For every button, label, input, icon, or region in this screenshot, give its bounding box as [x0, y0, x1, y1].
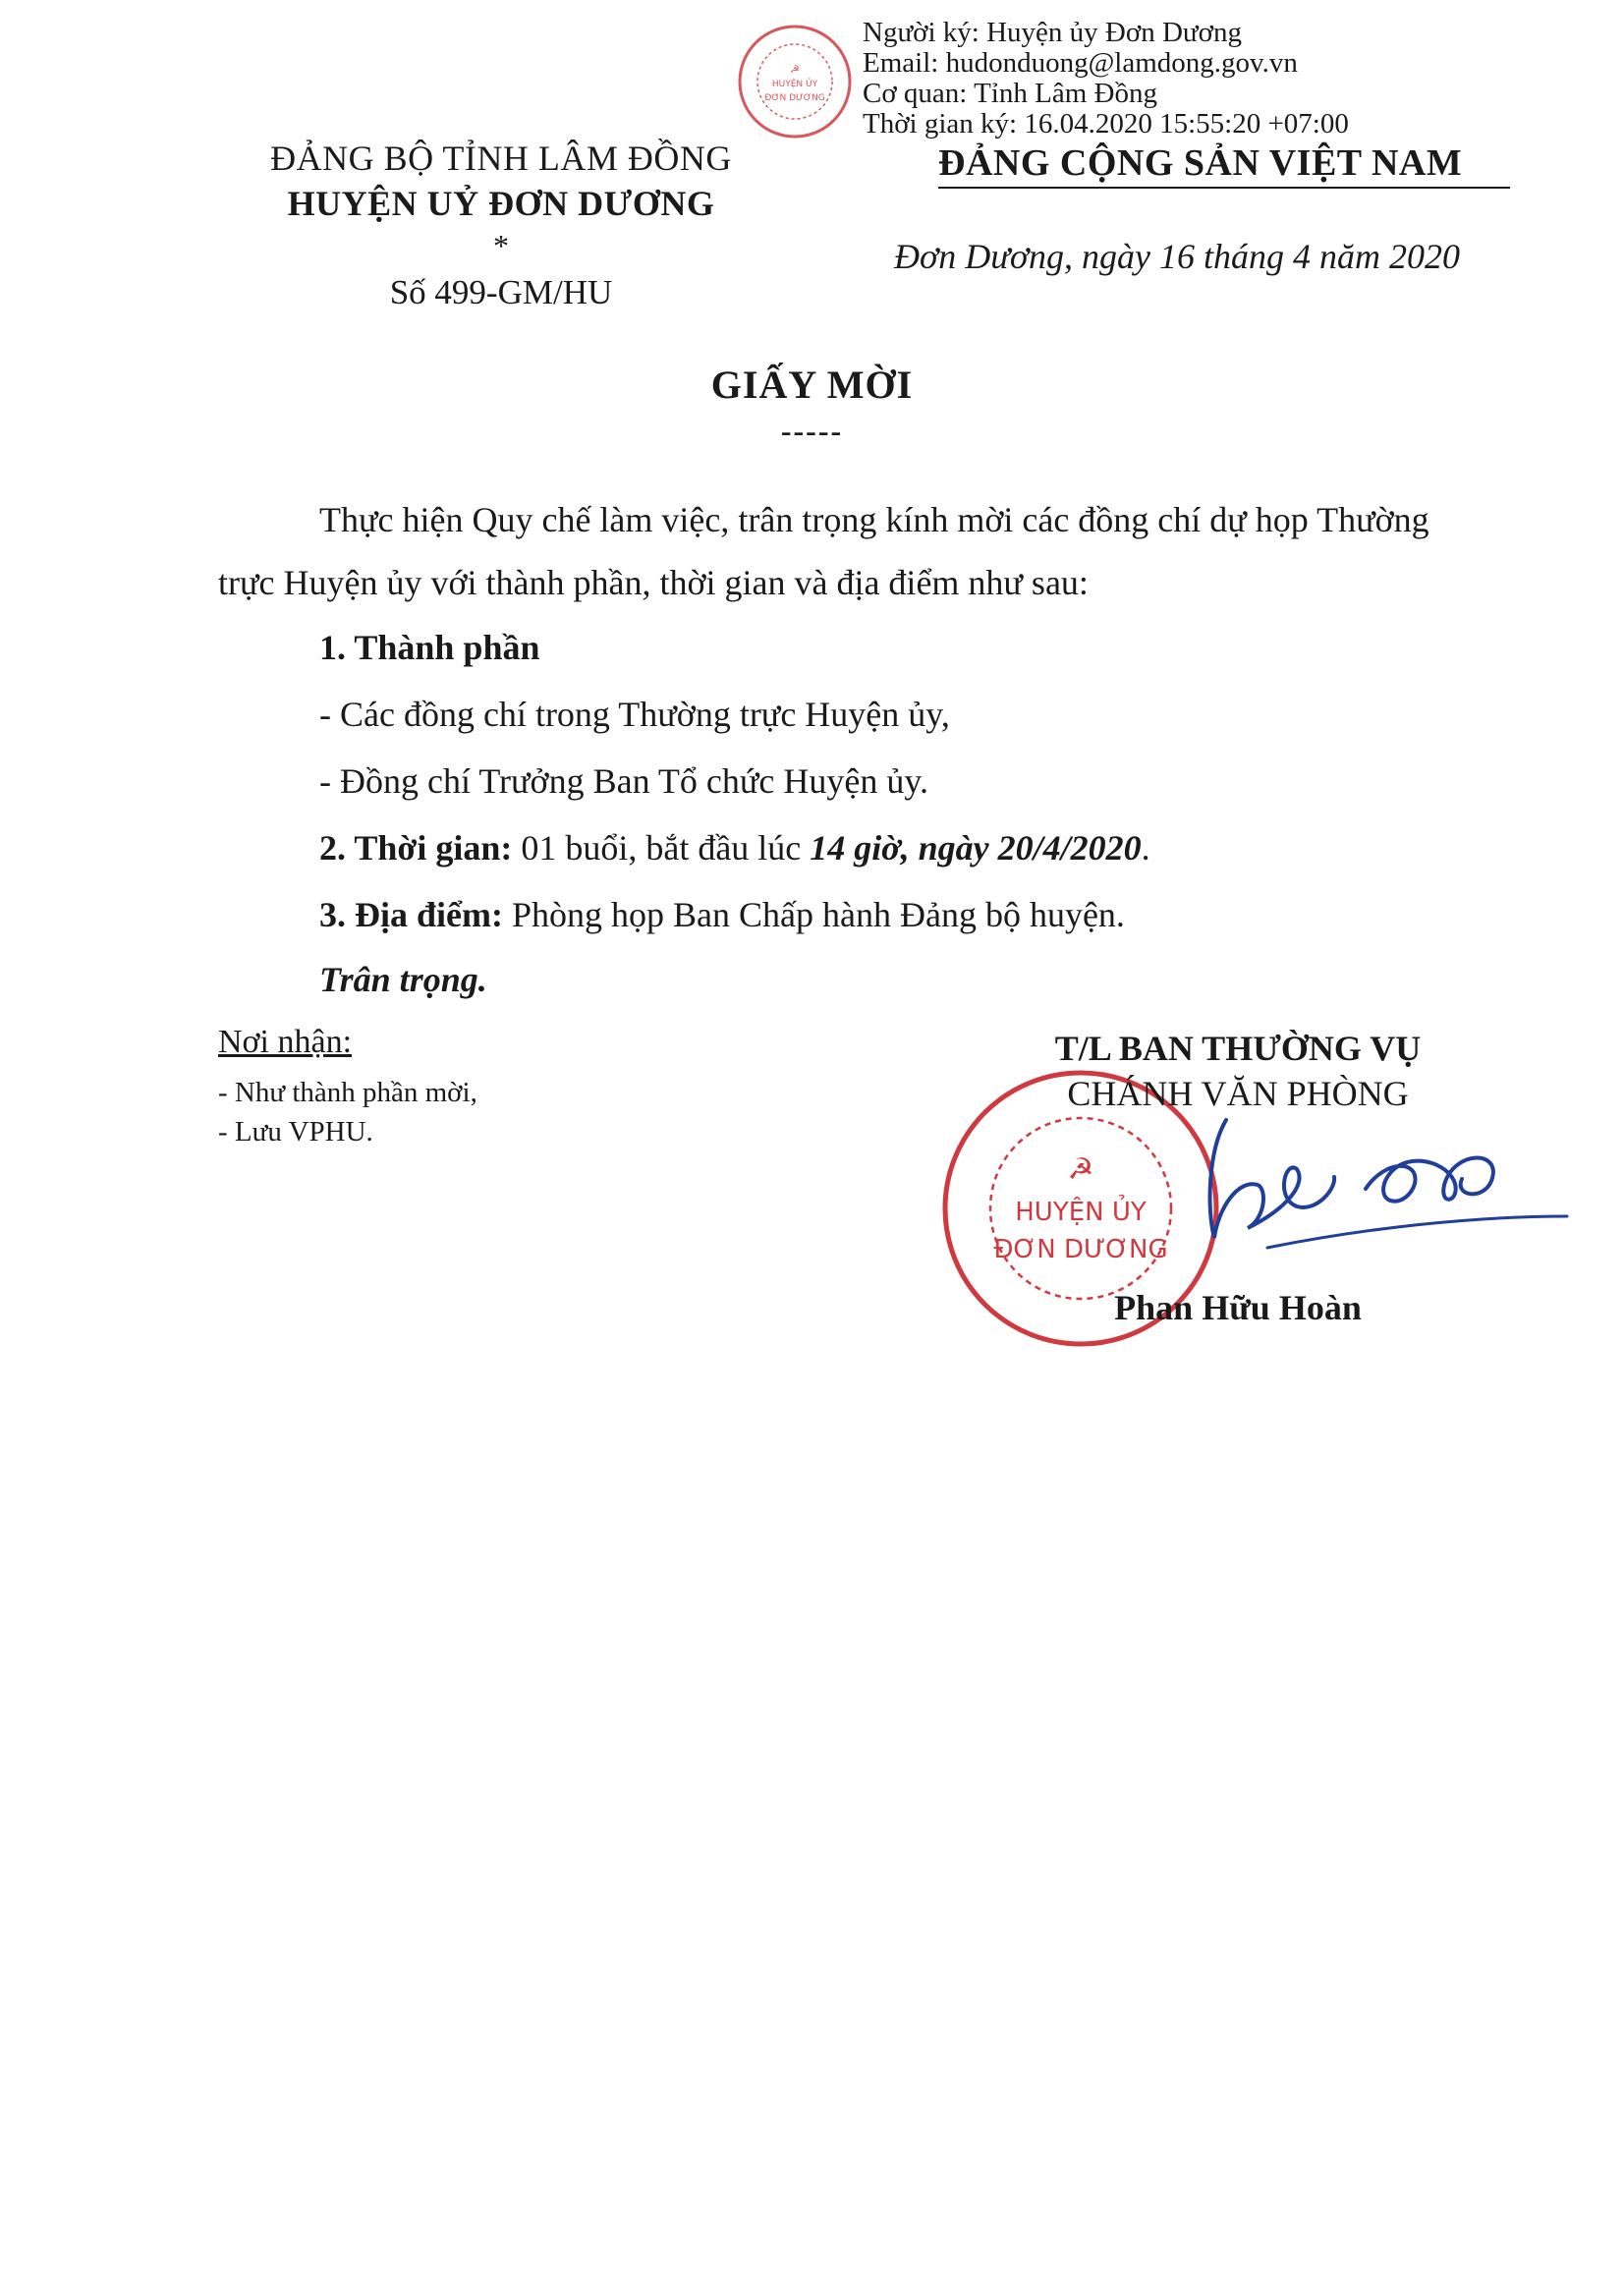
intro-line-2: trực Huyện ủy với thành phần, thời gian và địa điểm như sau: [218, 563, 1089, 602]
handwritten-signature-icon [1149, 1091, 1582, 1287]
recipient-item: - Lưu VPHU. [218, 1116, 373, 1148]
intro-line-1: Thực hiện Quy chế làm việc, trân trọng kính mời các đồng chí dự họp Thường [319, 500, 1429, 539]
signer-role-1: T/L BAN THƯỜNG VỤ [1054, 1029, 1422, 1068]
closing: Trân trọng. [319, 960, 487, 999]
svg-text:HUYỆN ỦY: HUYỆN ỦY [771, 80, 818, 89]
svg-text:ĐƠN DƯƠNG: ĐƠN DƯƠNG [764, 93, 825, 103]
svg-text:☭: ☭ [1067, 1152, 1094, 1187]
digital-stamp-icon [735, 22, 855, 141]
recipients-title: Nơi nhận: [218, 1024, 353, 1060]
organization-name: HUYỆN UỶ ĐƠN DƯƠNG [287, 184, 715, 223]
section-1-heading: 1. Thành phần [319, 628, 540, 667]
signature-email: Email: hudonduong@lamdong.gov.vn [863, 47, 1298, 79]
party-underline [938, 187, 1510, 189]
signer-name: Phan Hữu Hoàn [1114, 1288, 1362, 1327]
party-name: ĐẢNG CỘNG SẢN VIỆT NAM [938, 142, 1463, 184]
section-1-item-1: - Các đồng chí trong Thường trực Huyện ủy, [319, 695, 950, 734]
section-2-end: . [1141, 828, 1150, 868]
header-star: * [493, 228, 509, 263]
place-date: Đơn Dương, ngày 16 tháng 4 năm 2020 [894, 237, 1461, 276]
svg-text:HUYỆN ỦY: HUYỆN ỦY [1015, 1198, 1147, 1227]
title-rule: ----- [780, 413, 844, 448]
section-2-time [319, 827, 1150, 868]
section-1-item-2: - Đồng chí Trưởng Ban Tổ chức Huyện ủy. [319, 761, 929, 801]
svg-text:ĐƠN DƯƠNG: ĐƠN DƯƠNG [993, 1235, 1168, 1264]
signer-role-2: CHÁNH VĂN PHÒNG [1067, 1074, 1409, 1113]
section-2-label: 2. Thời gian: [319, 828, 513, 868]
svg-text:☭: ☭ [790, 63, 800, 76]
document-number: Số 499-GM/HU [389, 273, 613, 311]
signature-time: Thời gian ký: 16.04.2020 15:55:20 +07:00 [863, 108, 1349, 140]
section-3-location [319, 894, 1125, 935]
signature-agency: Cơ quan: Tỉnh Lâm Đồng [863, 78, 1157, 109]
section-2-text: 01 buổi, bắt đầu lúc [512, 828, 811, 868]
recipient-item: - Như thành phần mời, [218, 1077, 477, 1108]
document-title: GIẤY MỜI [710, 363, 914, 407]
section-3-text: Phòng họp Ban Chấp hành Đảng bộ huyện. [502, 895, 1125, 934]
section-3-label: 3. Địa điểm: [319, 895, 503, 934]
section-2-datetime: 14 giờ, ngày 20/4/2020 [810, 828, 1142, 868]
parent-organization: ĐẢNG BỘ TỈNH LÂM ĐỒNG [270, 139, 732, 178]
digital-signature-info [863, 18, 1349, 140]
signature-signer: Người ký: Huyện ủy Đơn Dương [863, 17, 1242, 48]
